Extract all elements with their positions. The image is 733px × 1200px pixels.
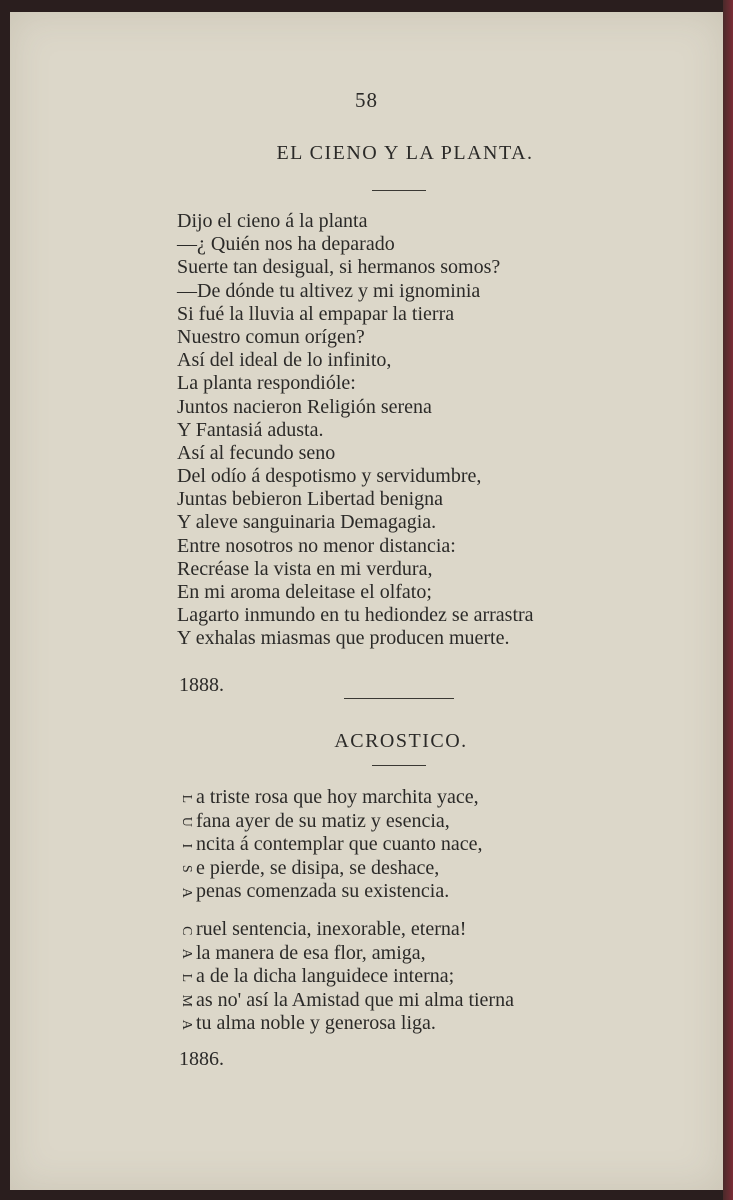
acrostic-stanza-1 <box>177 786 637 904</box>
verse-line: Juntas bebieron Libertad benigna <box>177 488 444 511</box>
acrostic-initial: I <box>178 843 194 848</box>
verse-line: Dijo el cieno á la planta <box>177 210 368 232</box>
acrostic-initial: L <box>178 794 194 803</box>
acrostic-initial: A <box>178 887 194 898</box>
acrostic-initial: C <box>178 925 194 936</box>
verse-line: Nuestro comun orígen? <box>177 325 365 348</box>
verse-line: Suerte tan desigual, si hermanos somos? <box>177 256 501 279</box>
verse-line: Y aleve sanguinaria Demagagia. <box>177 511 437 534</box>
acrostic-line <box>177 786 637 810</box>
verse-line: Y Fantasiá adusta. <box>177 418 324 441</box>
acrostic-initial: U <box>178 816 194 828</box>
verse-line: —De dónde tu altivez y mi ignominia <box>177 279 481 302</box>
poem-date-1888: 1888. <box>179 674 224 696</box>
poem-date-1886: 1886. <box>179 1048 224 1070</box>
verse-line: Así del ideal de lo infinito, <box>177 349 392 372</box>
acrostic-line <box>177 989 637 1013</box>
section-divider <box>344 698 454 699</box>
book-cover-edge <box>723 0 733 1200</box>
verse-line: Lagarto inmundo en tu hediondez se arrastra <box>177 604 534 627</box>
acrostic-text: a de la dicha languidece interna; <box>196 965 455 988</box>
acrostic-line <box>177 833 637 857</box>
page-number: 58 <box>355 88 378 112</box>
acrostic-line <box>177 965 637 989</box>
acrostic-text: tu alma noble y generosa liga. <box>196 1012 436 1035</box>
poem-el-cieno-verses <box>177 210 637 651</box>
acrostic-line <box>177 810 637 834</box>
acrostic-line <box>177 918 637 942</box>
verse-line: Del odío á despotismo y servidumbre, <box>177 465 482 488</box>
acrostic-stanza-2 <box>177 918 637 1036</box>
verse-line: Así al fecundo seno <box>177 441 336 464</box>
acrostic-line <box>177 942 637 966</box>
title-divider <box>372 765 426 766</box>
acrostic-text: fana ayer de su matiz y esencia, <box>196 809 450 832</box>
acrostic-line <box>177 857 637 881</box>
verse-line: Entre nosotros no menor distancia: <box>177 534 456 557</box>
verse-line: Recréase la vista en mi verdura, <box>177 557 433 580</box>
acrostic-line <box>177 1012 637 1036</box>
acrostic-initial: A <box>178 948 194 960</box>
poem-title-el-cieno: EL CIENO Y LA PLANTA. <box>276 142 534 164</box>
acrostic-initial: A <box>178 1019 194 1030</box>
acrostic-text: penas comenzada su existencia. <box>196 880 450 903</box>
acrostic-initial: M <box>178 994 194 1008</box>
verse-line: —¿ Quién nos ha deparado <box>177 233 395 256</box>
acrostic-text: a triste rosa que hoy marchita yace, <box>196 786 479 808</box>
acrostic-text: la manera de esa flor, amiga, <box>196 941 426 964</box>
verse-line: Si fué la lluvia al empapar la tierra <box>177 302 455 325</box>
acrostic-initial: L <box>178 973 194 982</box>
book-page <box>10 12 723 1190</box>
verse-line: Y exhalas miasmas que producen muerte. <box>177 627 510 650</box>
acrostic-line <box>177 880 637 904</box>
verse-line: Juntos nacieron Religión serena <box>177 395 432 418</box>
acrostic-text: ruel sentencia, inexorable, eterna! <box>196 918 467 940</box>
acrostic-initial: S <box>178 865 194 874</box>
acrostic-text: ncita á contemplar que cuanto nace, <box>196 833 483 856</box>
title-divider <box>372 190 426 191</box>
verse-line: La planta respondióle: <box>177 372 356 395</box>
poem-title-acrostico: ACROSTICO. <box>334 730 468 752</box>
verse-line: En mi aroma deleitase el olfato; <box>177 581 432 603</box>
acrostic-text: as no' así la Amistad que mi alma tierna <box>196 988 514 1011</box>
acrostic-text: e pierde, se disipa, se deshace, <box>196 856 440 879</box>
